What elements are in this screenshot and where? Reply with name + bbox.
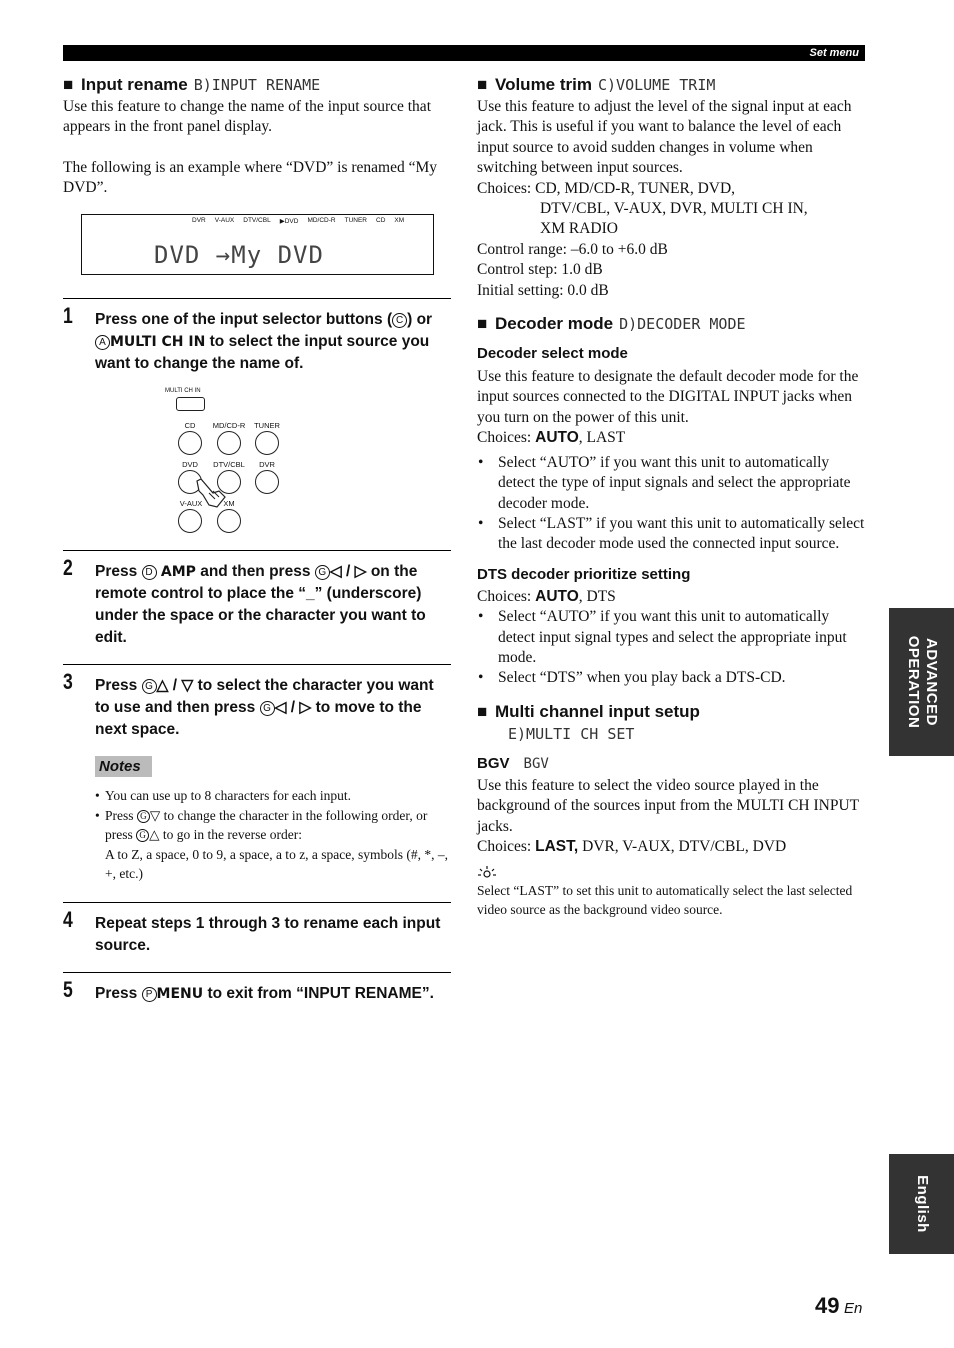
note-text: ▽ to change the character in the following order, or press (105, 807, 428, 843)
decoder-select-choices (477, 428, 867, 448)
dts-heading: DTS decoder prioritize setting (477, 565, 691, 583)
notes-label: Notes (95, 756, 152, 777)
advanced-operation-label (904, 636, 940, 729)
advanced-operation-tab (889, 608, 954, 756)
step-1 (63, 298, 451, 372)
heading-text: Decoder mode (495, 314, 614, 334)
step-text-part: Press (95, 563, 142, 580)
step-2 (63, 550, 451, 651)
step-text-part: and then press (195, 563, 315, 580)
step-number: 3 (63, 669, 73, 694)
choices-line: CD, MD/CD-R, TUNER, DVD, (535, 179, 736, 197)
note-item: • You can use up to 8 characters for each input. (95, 786, 450, 806)
step-5 (63, 972, 451, 1033)
key-p-icon: P (142, 987, 157, 1002)
choices-rest: DVR, V-AUX, DTV/CBL, DVD (578, 837, 787, 855)
note-text: Press (105, 807, 137, 823)
step-3 (63, 664, 451, 745)
choices-default: AUTO (535, 429, 579, 447)
page-number (815, 1293, 875, 1319)
english-tab (889, 1154, 954, 1254)
step-text-part: to exit from “INPUT RENAME”. (203, 985, 434, 1002)
display-text: DVD →My DVD (154, 241, 324, 269)
button-label: DVD (182, 460, 198, 469)
heading-code: D)DECODER MODE (619, 315, 746, 334)
multi-channel-heading (477, 701, 867, 723)
multi-ch-in-button[interactable] (176, 397, 205, 411)
tip-text: Select “LAST” to set this unit to automatically select the last selected video source as the background video source. (477, 883, 853, 917)
display-indicators (192, 217, 404, 225)
tuner-button[interactable] (255, 431, 279, 455)
step-text: Repeat steps 1 through 3 to rename each input source. (95, 915, 441, 954)
bgv-title: BGV (477, 754, 510, 772)
button-label: DVR (259, 460, 275, 469)
indicator-vaux: V-AUX (214, 217, 235, 224)
bgv-choices (477, 837, 867, 857)
heading-code: C)VOLUME TRIM (597, 76, 716, 94)
input-rename-example: The following is an example where “DVD” is renamed “My DVD”. (63, 158, 438, 197)
mdcdr-button[interactable] (217, 431, 241, 455)
bgv-heading (477, 754, 867, 774)
page-language: En (843, 1300, 863, 1317)
step-text (95, 675, 451, 741)
decoder-select-desc: Use this feature to designate the default decoder mode for the input sources connected to the DIGITAL INPUT jacks when you turn on the power of this unit. (477, 368, 859, 426)
tip-lightbulb-icon (477, 865, 497, 881)
choices-default: AUTO (535, 587, 579, 605)
choices-rest: , DTS (578, 587, 616, 605)
heading-text: Input rename (81, 75, 188, 94)
button-label: XM (223, 499, 235, 508)
key-a-icon: A (95, 335, 110, 350)
step-number: 5 (63, 977, 73, 1002)
indicator-cd: CD (376, 217, 386, 224)
left-column (63, 74, 453, 199)
step-text-part: Press (95, 677, 142, 694)
step-text-part: Press one of the input selector buttons ( (95, 311, 393, 328)
multi-channel-code: E)MULTI CH SET (508, 724, 635, 743)
bgv-code: BGV (523, 755, 549, 772)
note-text: A to Z, a space, 0 to 9, a space, a to z, a space, symbols (#, *, –, +, etc.) (105, 846, 449, 882)
bgv-desc: Use this feature to select the video source played in the background of the sources input from the MULTI CH INPUT jacks. (477, 776, 859, 835)
remote-illustration (165, 385, 295, 535)
step-text-part: ◁ / ▷ to move to the next space. (95, 699, 422, 738)
choices-label: Choices: (477, 179, 536, 197)
key-label: AMP (160, 564, 196, 580)
key-g-icon: G (260, 701, 275, 716)
page-number-value: 49 (815, 1293, 840, 1318)
square-bullet-icon: ■ (477, 701, 488, 721)
indicator-dvr: DVR (192, 217, 206, 224)
indicator-tuner: TUNER (344, 217, 367, 224)
dts-choices (477, 587, 867, 607)
key-g-icon: G (315, 565, 330, 580)
step-text-part: Press (95, 985, 142, 1002)
header-bar (63, 45, 865, 61)
key-g-icon: G (136, 829, 149, 842)
indicator-dvd: ▶DVD (279, 218, 299, 225)
dvr-button[interactable] (255, 470, 279, 494)
choices-label: Choices: (477, 837, 536, 855)
notes-list (95, 786, 450, 884)
step-text-part: ) or (407, 311, 433, 328)
heading-code: B)INPUT RENAME (193, 76, 321, 94)
key-g-icon: G (142, 679, 157, 694)
step-text-part: △ / ▽ to select the character you want to use and then press (95, 677, 434, 716)
tab-line: ADVANCED (922, 638, 940, 726)
square-bullet-icon: ■ (477, 314, 488, 334)
control-range: Control range: –6.0 to +6.0 dB (477, 240, 668, 258)
choices-line: XM RADIO (540, 220, 618, 238)
control-step: Control step: 1.0 dB (477, 261, 603, 279)
initial-setting: Initial setting: 0.0 dB (477, 281, 609, 299)
section-title: Set menu (809, 47, 859, 59)
indicator-mdcdr: MD/CD-R (307, 217, 336, 224)
step-text (95, 561, 451, 649)
step-number: 1 (63, 303, 73, 328)
step-text (95, 309, 451, 375)
indicator-xm: XM (394, 217, 405, 224)
button-label: TUNER (254, 421, 280, 430)
bullet-item: • Select “AUTO” if you want this unit to automatically detect the type of input signals and select the appropriate decoder mode. (477, 453, 867, 514)
heading-text: Volume trim (495, 75, 592, 94)
indicator-dtvcbl: DTV/CBL (243, 217, 271, 224)
input-rename-desc: Use this feature to change the name of the input source that appears in the front panel display. (63, 98, 431, 136)
step-4 (63, 902, 451, 963)
volume-trim-choices (477, 179, 867, 240)
bullet-item: • Select “AUTO” if you want this unit to automatically detect input signal types and select the appropriate input mode. (477, 607, 867, 668)
note-text: △ to go in the reverse order: (149, 827, 302, 843)
front-panel-display (81, 214, 434, 275)
note-item (95, 806, 450, 884)
key-g-icon: G (137, 810, 150, 823)
step-number: 2 (63, 555, 73, 580)
button-label: V-AUX (179, 499, 203, 508)
button-label: MD/CD-R (212, 421, 246, 430)
bullet-item: • Select “DTS” when you play back a DTS-CD. (477, 668, 867, 688)
step-text (95, 983, 451, 1005)
choices-label: Choices: (477, 587, 536, 605)
step-number: 4 (63, 907, 73, 932)
choices-line: DTV/CBL, V-AUX, DVR, MULTI CH IN, (540, 200, 808, 218)
key-d-icon: D (142, 565, 157, 580)
heading-text: Multi channel input setup (495, 701, 700, 721)
step-text-part: ◁ / ▷ on the remote control to place the “_” (underscore) under the space or the character you want to edit. (95, 563, 426, 646)
button-label: DTV/CBL (213, 460, 245, 469)
multi-ch-in-label: MULTI CH IN (165, 388, 201, 394)
decoder-mode-heading (477, 313, 867, 335)
key-label: MULTI CH IN (110, 334, 206, 350)
choices-rest: , LAST (578, 429, 626, 447)
square-bullet-icon: ■ (63, 75, 74, 94)
bullet-item: • Select “LAST” if you want this unit to automatically select the last decoder mode used the connected input source. (477, 514, 867, 555)
choices-default: LAST, (535, 837, 579, 855)
decoder-select-heading: Decoder select mode (477, 345, 628, 363)
english-label: English (913, 1175, 931, 1233)
volume-trim-desc: Use this feature to adjust the level of the signal input at each jack. This is useful if you want to balance the level of each input source to avoid sudden changes in volume when switching between input sources. (477, 98, 852, 177)
square-bullet-icon: ■ (477, 75, 488, 94)
volume-trim-heading (477, 74, 867, 96)
key-label: MENU (156, 986, 204, 1002)
cd-button[interactable] (178, 431, 202, 455)
pointing-hand-icon (191, 477, 231, 517)
right-column (477, 74, 867, 919)
key-c-icon: C (392, 313, 407, 328)
choices-label: Choices: (477, 429, 536, 447)
step-text-part: to select the input source you want to change the name of. (95, 333, 430, 372)
input-rename-heading (63, 74, 453, 96)
button-label: CD (184, 421, 196, 430)
tab-line: OPERATION (904, 635, 922, 729)
